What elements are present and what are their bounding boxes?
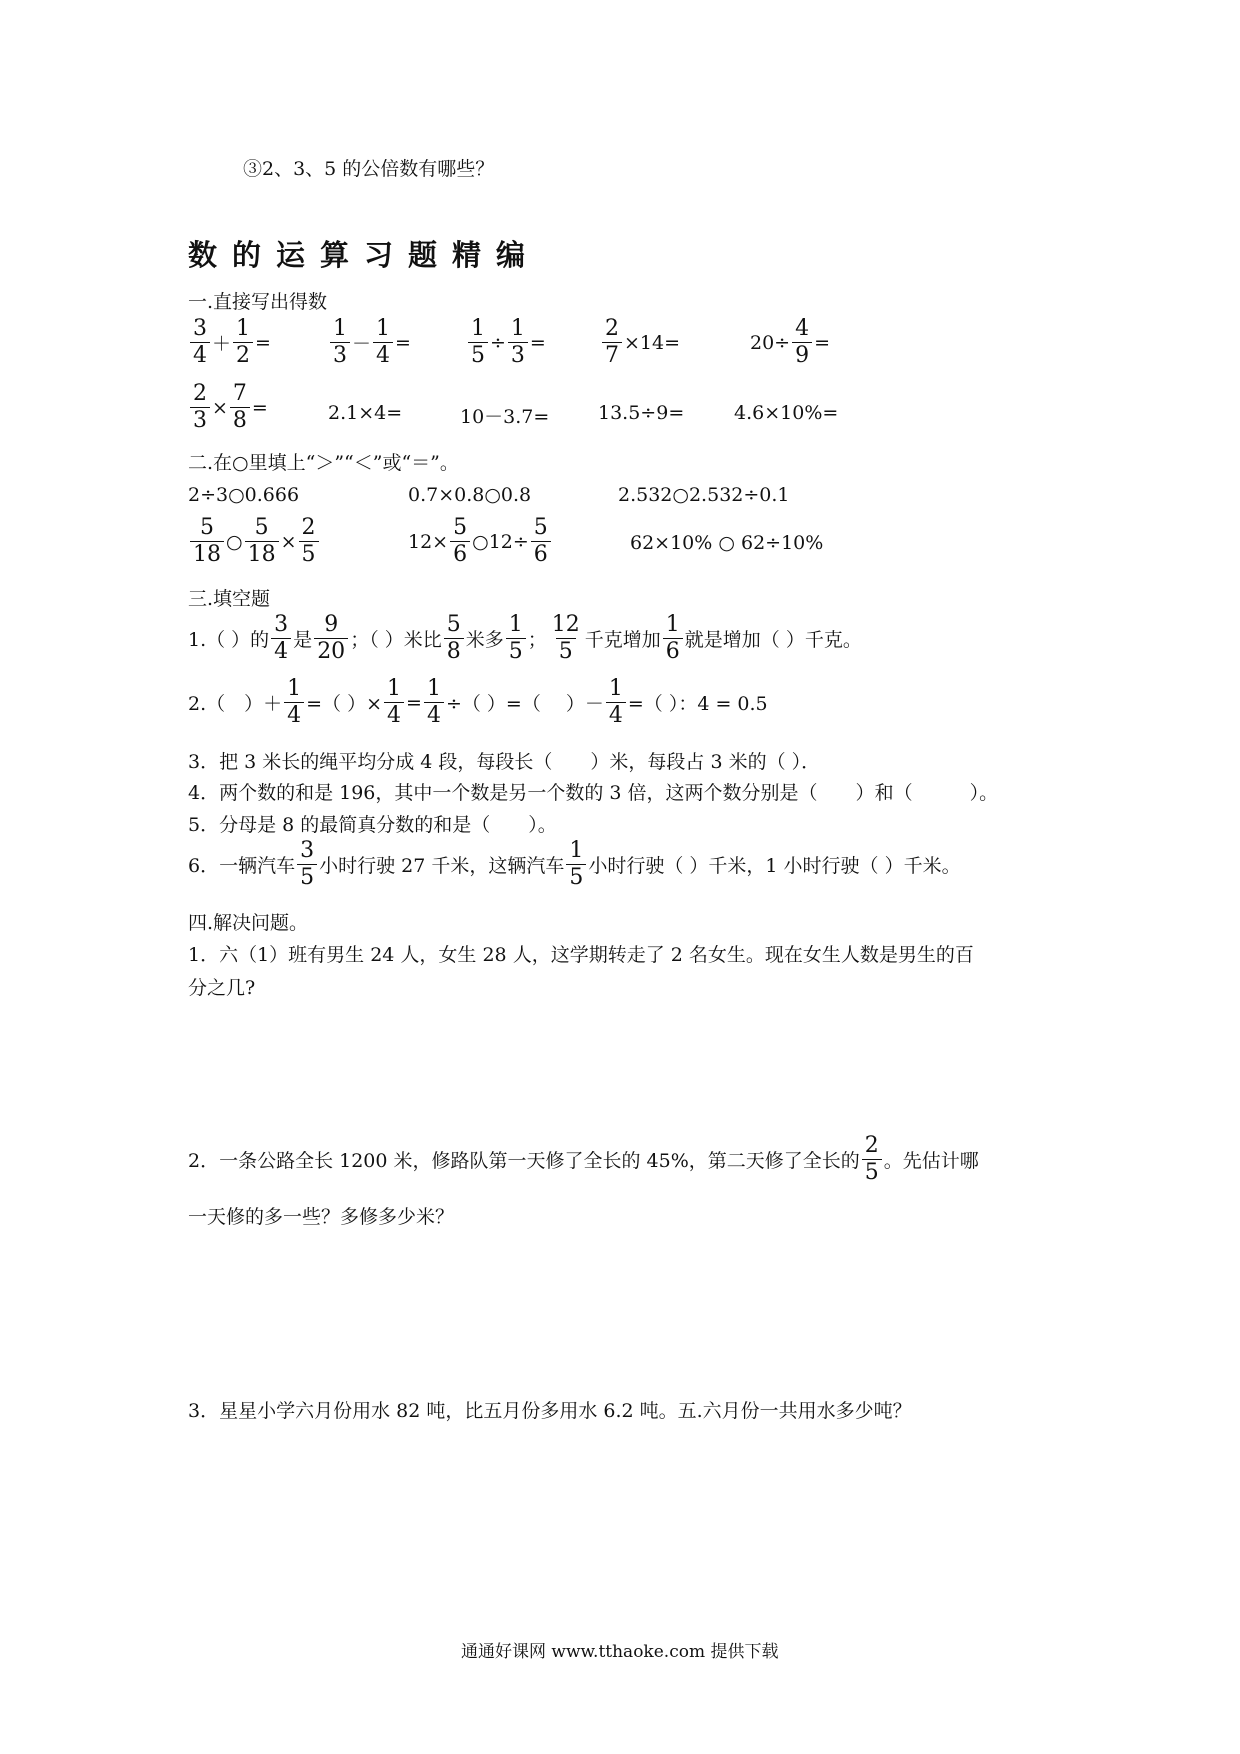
- s4-question-2-line2: 一天修的多一些？多修多少米？: [188, 1206, 455, 1228]
- fraction: $\frac{1}{5}$: [566, 840, 586, 889]
- fraction: $\frac{2}{5}$: [862, 1135, 882, 1184]
- s1-row2-item5: 4.6×10%=: [734, 402, 839, 424]
- s1-row1-item1: $\frac{3}{4}$ ＋ $\frac{1}{2}$ =: [188, 318, 271, 367]
- fraction: $\frac{1}{5}$: [468, 318, 488, 367]
- section1-heading: 一.直接写出得数: [188, 291, 328, 313]
- footer-text: 通通好课网 www.tthaoke.com 提供下载: [461, 1642, 779, 1662]
- section2-heading: 二.在○里填上“＞”“＜”或“＝”。: [188, 452, 459, 474]
- s1-row1-item4: $\frac{2}{7}$ ×14=: [600, 318, 680, 367]
- intro-question: ③2、3、5 的公倍数有哪些？: [243, 158, 495, 180]
- s4-question-1-line2: 分之几?: [188, 977, 256, 999]
- s3-question-5: 5．分母是 8 的最简真分数的和是（ ）。: [188, 814, 557, 836]
- fraction: $\frac{1}{3}$: [508, 318, 528, 367]
- fraction: $\frac{1}{2}$: [233, 318, 253, 367]
- fraction: $\frac{1}{6}$: [663, 614, 683, 663]
- s4-question-3: 3．星星小学六月份用水 82 吨，比五月份多用水 6.2 吨。五.六月份一共用水多少吨？: [188, 1400, 912, 1422]
- fraction: $\frac{4}{9}$: [792, 318, 812, 367]
- s3-question-3: 3．把 3 米长的绳平均分成 4 段，每段长（ ）米，每段占 3 米的（ ）．: [188, 751, 821, 773]
- fraction: $\frac{1}{4}$: [606, 678, 626, 727]
- fraction: $\frac{5}{6}$: [450, 517, 470, 566]
- s1-row2-item2: 2.1×4=: [328, 402, 403, 424]
- fraction: $\frac{3}{4}$: [271, 614, 291, 663]
- fraction: $\frac{5}{18}$: [245, 517, 279, 566]
- fraction: $\frac{1}{3}$: [330, 318, 350, 367]
- s2-row2-item1: $\frac{5}{18}$ ○ $\frac{5}{18}$ × $\frac{2}{5}$: [188, 517, 321, 566]
- fraction: $\frac{3}{4}$: [190, 318, 210, 367]
- s1-row1-item2: $\frac{1}{3}$ － $\frac{1}{4}$ =: [328, 318, 411, 367]
- s2-row2-item3: 62×10% ○ 62÷10%: [630, 532, 824, 554]
- fraction: $\frac{3}{5}$: [297, 840, 317, 889]
- section3-heading: 三.填空题: [188, 588, 271, 610]
- s1-row2-item4: 13.5÷9=: [598, 402, 685, 424]
- s2-row1-item2: 0.7×0.8○0.8: [408, 484, 532, 506]
- s3-question-1: 1.（ ）的 $\frac{3}{4}$ 是 $\frac{9}{20}$ ；（ ）米比 $\frac{5}{8}$ 米多 $\frac{1}{5}$ ； $\frac{12}{5}$ 千克增加 $\frac{1}{6}$ 就是增加（ ）千克。: [188, 612, 862, 664]
- fraction: $\frac{1}{4}$: [424, 678, 444, 727]
- s2-row1-item1: 2÷3○0.666: [188, 484, 300, 506]
- s2-row2-item2: 12× $\frac{5}{6}$ ○12÷ $\frac{5}{6}$: [408, 517, 553, 566]
- s1-row1-item3: $\frac{1}{5}$ ÷ $\frac{1}{3}$ =: [466, 318, 546, 367]
- fraction: $\frac{1}{4}$: [373, 318, 393, 367]
- section4-heading: 四.解决问题。: [188, 912, 309, 934]
- fraction: $\frac{5}{8}$: [444, 614, 464, 663]
- fraction: $\frac{7}{8}$: [230, 383, 250, 432]
- s4-question-1-line1: 1．六（1）班有男生 24 人，女生 28 人，这学期转走了 2 名女生。现在女生人数是男生的百: [188, 944, 974, 966]
- page-title: 数的运算习题精编: [188, 238, 541, 272]
- fraction: $\frac{1}{4}$: [384, 678, 404, 727]
- fraction: $\frac{5}{18}$: [190, 517, 224, 566]
- s1-row2-item3: 10－3.7=: [460, 406, 550, 428]
- fraction: $\frac{2}{5}$: [299, 517, 319, 566]
- fraction: $\frac{1}{4}$: [284, 678, 304, 727]
- fraction: $\frac{9}{20}$: [314, 614, 348, 663]
- fraction: $\frac{2}{3}$: [190, 383, 210, 432]
- s1-row1-item5: 20÷ $\frac{4}{9}$ =: [750, 316, 831, 368]
- s4-question-2-line1: 2．一条公路全长 1200 米，修路队第一天修了全长的 45%，第二天修了全长的 $\frac{2}{5}$ 。先估计哪: [188, 1133, 979, 1185]
- fraction: $\frac{5}{6}$: [531, 517, 551, 566]
- s1-row2-item1: $\frac{2}{3}$ × $\frac{7}{8}$ =: [188, 383, 268, 432]
- s3-question-2: 2.（ ）＋ $\frac{1}{4}$ =（ ）× $\frac{1}{4}$ = $\frac{1}{4}$ ÷（ ）=（ ）－ $\frac{1}{4}$ =（ ）：4 = 0.5: [188, 676, 768, 728]
- fraction: $\frac{1}{5}$: [506, 614, 526, 663]
- s3-question-4: 4．两个数的和是 196，其中一个数是另一个数的 3 倍，这两个数分别是（ ）和（ ）。: [188, 782, 999, 804]
- fraction: $\frac{12}{5}$: [551, 612, 580, 664]
- fraction: $\frac{2}{7}$: [602, 318, 622, 367]
- s3-question-6: 6．一辆汽车 $\frac{3}{5}$ 小时行驶 27 千米，这辆汽车 $\frac{1}{5}$ 小时行驶（ ）千米，1 小时行驶（ ）千米。: [188, 838, 961, 890]
- s2-row1-item3: 2.532○2.532÷0.1: [618, 484, 790, 506]
